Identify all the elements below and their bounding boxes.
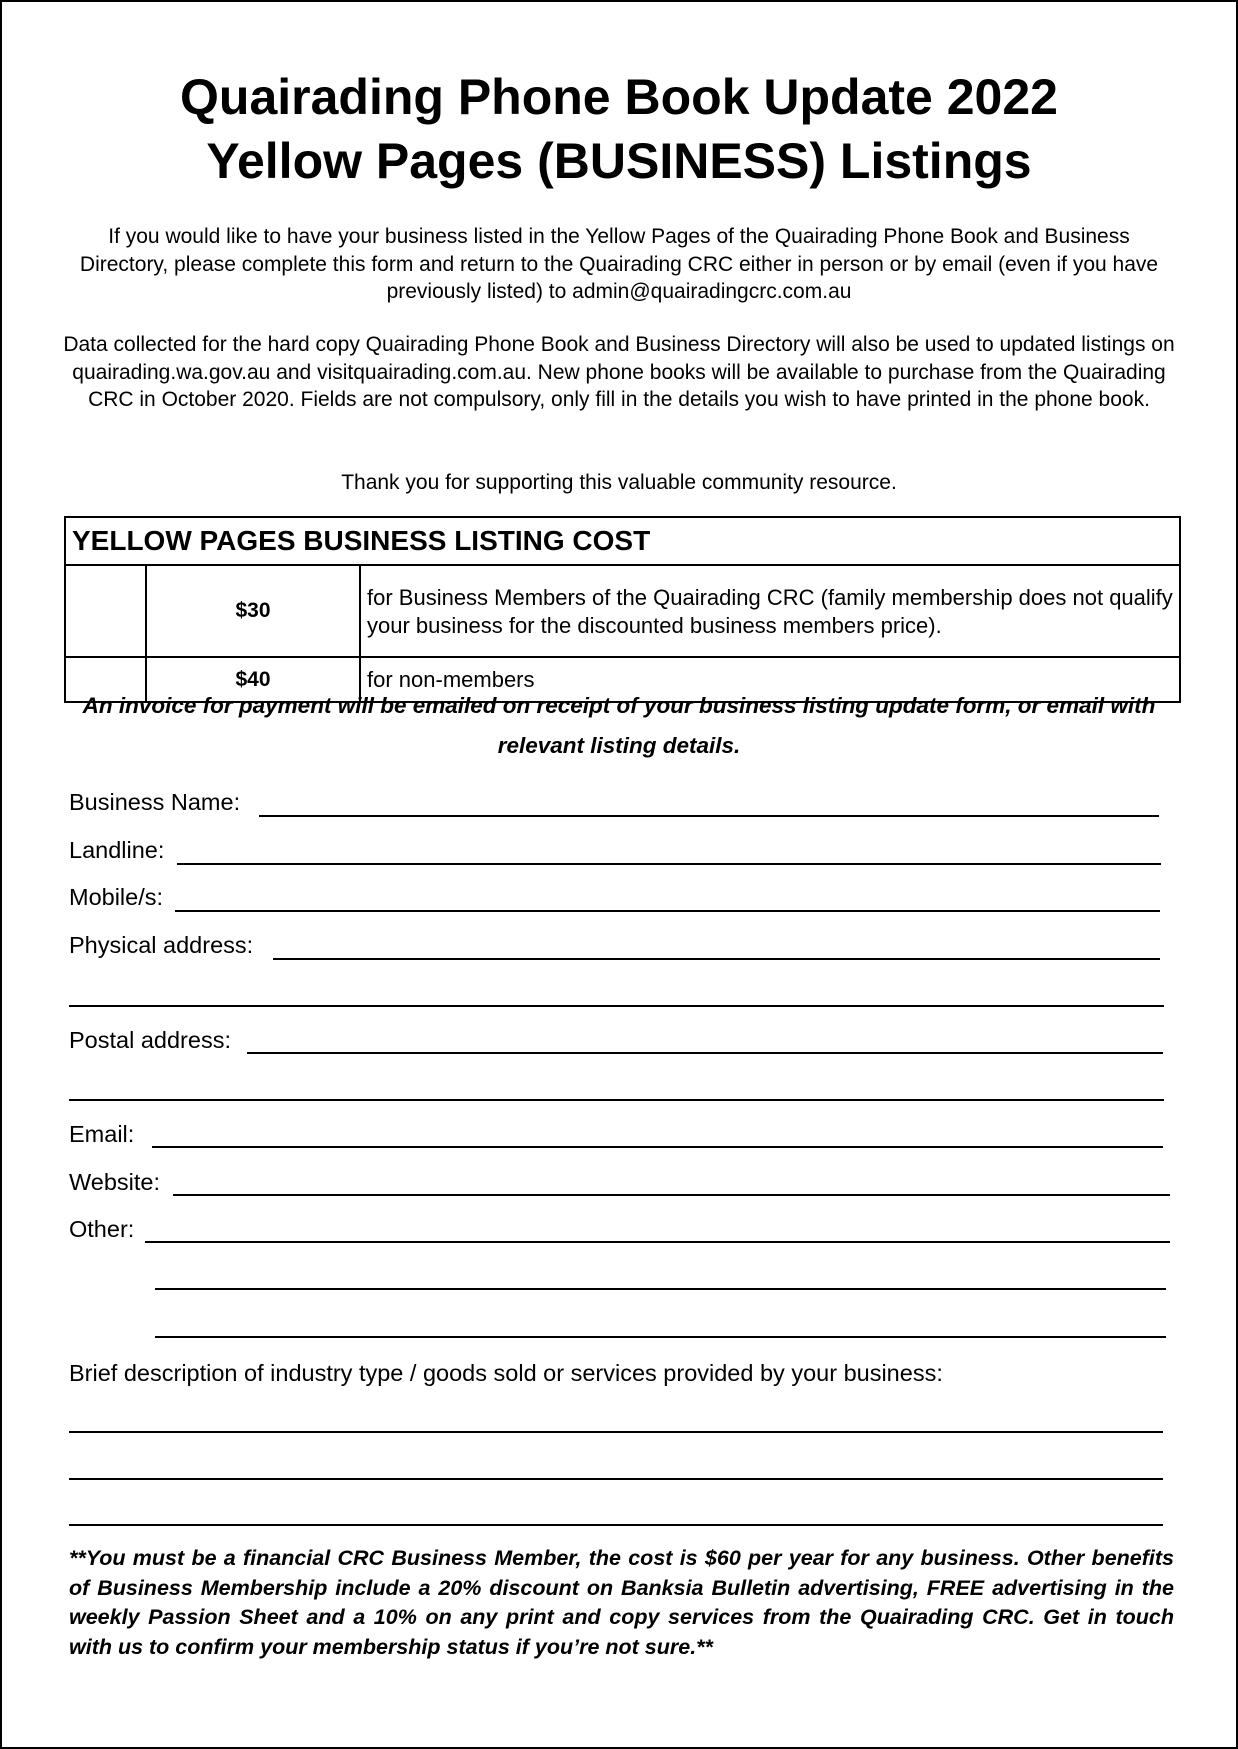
landline-field[interactable] [177, 863, 1161, 865]
website-field[interactable] [173, 1194, 1170, 1196]
description-field-line1[interactable] [69, 1431, 1163, 1433]
member-price: $30 [146, 565, 360, 657]
business-name-label: Business Name: [69, 789, 241, 815]
other-field-line2[interactable] [155, 1288, 1166, 1290]
postal-address-field[interactable] [247, 1052, 1163, 1054]
member-price-description: for Business Members of the Quairading CRC (family membership does not qualify your business for the discounted business members price). [360, 565, 1180, 657]
description-field-line3[interactable] [69, 1524, 1163, 1526]
membership-footnote: **You must be a financial CRC Business Member, the cost is $60 per year for any business. Other benefits of Business Membership include a 20% discount on Banksia Bulletin advertising, FREE advertising in the weekly Passion Sheet and a 10% on any print and copy services from the Quairading CRC. Get in touch with us to confirm your membership status if you’re not sure.** [69, 1546, 1174, 1659]
member-price-checkbox[interactable] [65, 565, 146, 657]
page-title-line1: Quairading Phone Book Update 2022 [180, 69, 1058, 125]
non-member-price-description: for non-members [360, 657, 1180, 702]
invoice-note: An invoice for payment will be emailed on receipt of your business listing update form, or email with relevant listing details. [82, 693, 1156, 758]
website-label: Website: [69, 1169, 160, 1195]
intro-paragraph-1: If you would like to have your business listed in the Yellow Pages of the Quairading Phone Book and Business Directory, please complete this form and return to the Quairading CRC either in person or by email (even if you have previously listed) to admin@quairadingcrc.com.au [79, 225, 1159, 303]
physical-address-field[interactable] [273, 958, 1160, 960]
description-label: Brief description of industry type / goods sold or services provided by your business: [69, 1360, 943, 1386]
other-field-line3[interactable] [155, 1336, 1166, 1338]
table-row [65, 565, 1180, 657]
postal-address-label: Postal address: [69, 1027, 231, 1053]
thank-you-note: Thank you for supporting this valuable community resource. [341, 471, 897, 494]
landline-label: Landline: [69, 837, 165, 863]
physical-address-field-line2[interactable] [69, 1005, 1164, 1007]
email-field[interactable] [152, 1146, 1163, 1148]
non-member-price: $40 [146, 657, 360, 702]
physical-address-label: Physical address: [69, 932, 254, 958]
business-name-field[interactable] [259, 815, 1159, 817]
intro-paragraph-2: Data collected for the hard copy Quairading Phone Book and Business Directory will also be used to updated listings on quairading.wa.gov.au and visitquairading.com.au. New phone books will be available to purchase from the Quairading CRC in October 2020. Fields are not compulsory, only fill in the details you wish to have printed in the phone book. [63, 333, 1175, 411]
other-label: Other: [69, 1216, 135, 1242]
cost-table-heading: YELLOW PAGES BUSINESS LISTING COST [65, 517, 1180, 565]
other-field[interactable] [145, 1241, 1170, 1243]
listing-cost-table [64, 516, 1181, 703]
description-field-line2[interactable] [69, 1478, 1163, 1480]
mobile-field[interactable] [175, 910, 1160, 912]
page-title-line2: Yellow Pages (BUSINESS) Listings [206, 133, 1032, 189]
mobile-label: Mobile/s: [69, 884, 164, 910]
postal-address-field-line2[interactable] [69, 1099, 1164, 1101]
email-label: Email: [69, 1121, 135, 1147]
